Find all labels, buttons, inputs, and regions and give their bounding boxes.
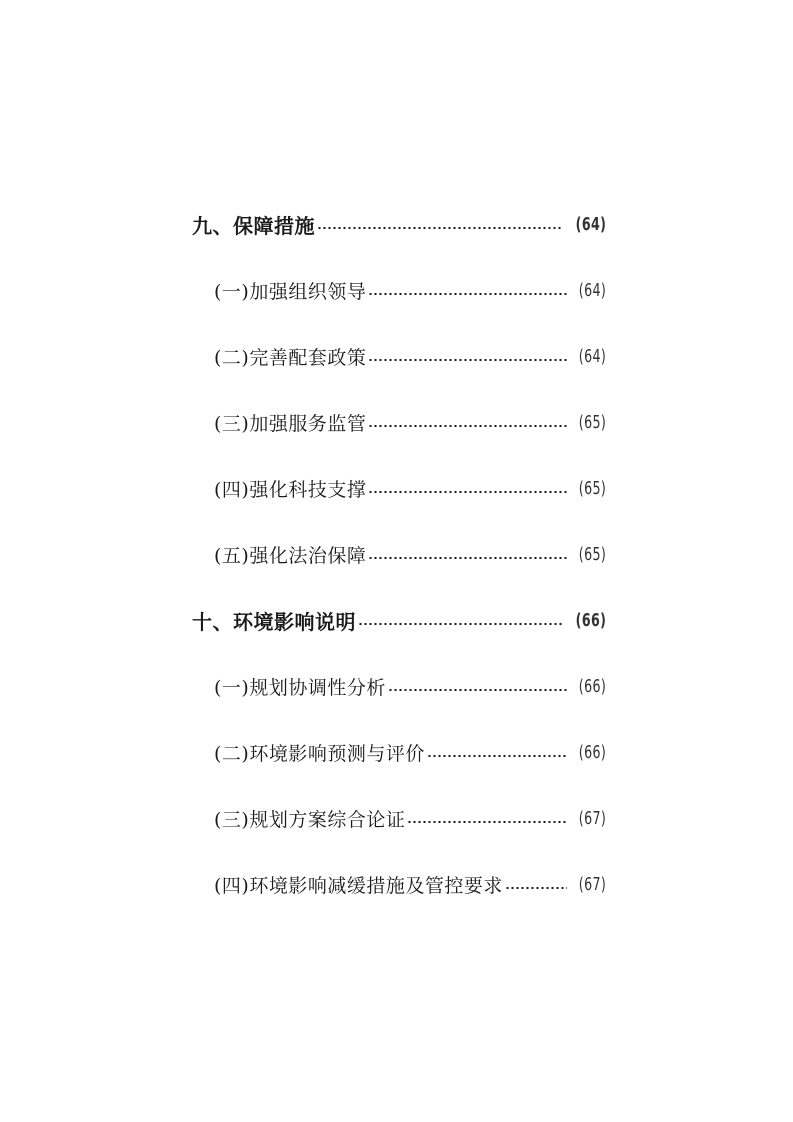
dot-leader [368,424,566,428]
toc-entry-title: (四)强化科技支撑 [214,478,367,501]
toc-entry-title: (二)完善配套政策 [214,346,367,369]
toc-entry-title: (三)加强服务监管 [214,412,367,435]
toc-entry-subsection[interactable] [214,536,606,572]
toc-entry-title: (二)环境影响预测与评价 [214,742,425,765]
dot-leader [317,226,563,230]
toc-entry-section-9[interactable] [192,206,606,242]
toc-entry-page-number: (64) [578,279,606,301]
dot-leader [427,754,567,758]
toc-entry-subsection[interactable] [214,668,606,704]
toc-entry-subsection[interactable] [214,470,606,506]
toc-entry-page-number: (67) [578,873,606,895]
dot-leader [368,292,566,296]
dot-leader [505,886,567,890]
toc-entry-page-number: (65) [578,477,606,499]
toc-entry-subsection[interactable] [214,272,606,308]
toc-entry-title: (三)规划方案综合论证 [214,808,406,831]
toc-entry-page-number: (66) [578,675,606,697]
toc-entry-subsection[interactable] [214,404,606,440]
dot-leader [388,688,567,692]
toc-entry-page-number: (65) [578,543,606,565]
dot-leader [368,556,566,560]
toc-entry-page-number: (66) [578,741,606,763]
toc-entry-page-number: (64) [578,345,606,367]
dot-leader [368,490,566,494]
toc-entry-title: (一)规划协调性分析 [214,676,386,699]
toc-entry-subsection[interactable] [214,800,606,836]
toc-entry-title: (四)环境影响减缓措施及管控要求 [214,874,503,897]
toc-entry-page-number: (67) [578,807,606,829]
dot-leader [368,358,566,362]
toc-entry-title: (一)加强组织领导 [214,280,367,303]
toc-entry-subsection[interactable] [214,734,606,770]
dot-leader [358,622,563,626]
toc-entry-page-number: (66) [575,609,606,631]
toc-entry-subsection[interactable] [214,338,606,374]
toc-entry-title: 九、保障措施 [192,213,315,238]
toc-entry-section-10[interactable] [192,602,606,638]
dot-leader [407,820,566,824]
toc-entry-title: 十、环境影响说明 [192,609,356,634]
toc-entry-page-number: (64) [575,213,606,235]
toc-entry-page-number: (65) [578,411,606,433]
toc-entry-subsection[interactable] [214,866,606,902]
toc-entry-title: (五)强化法治保障 [214,544,367,567]
